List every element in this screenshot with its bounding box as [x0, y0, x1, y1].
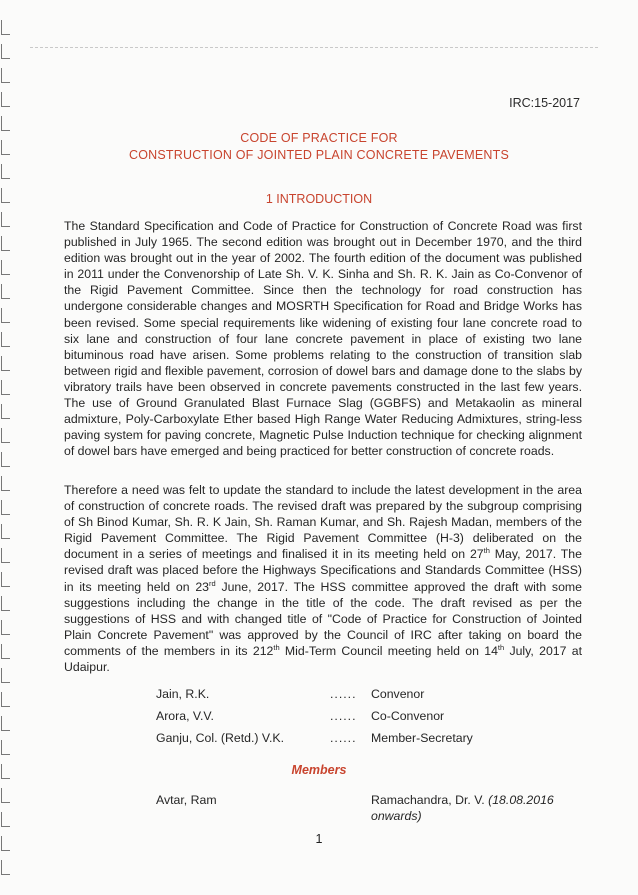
- introduction-paragraph-2: [64, 482, 582, 675]
- binding-mark: [1, 332, 10, 347]
- committee-role: Convenor: [371, 687, 425, 701]
- member-right-name: Ramachandra, Dr. V.: [371, 793, 485, 807]
- title-line-2: CONSTRUCTION OF JOINTED PLAIN CONCRETE PAVEMENTS: [129, 148, 509, 162]
- committee-dots: ......: [330, 687, 357, 701]
- binding-mark: [1, 44, 10, 59]
- title-line-1: CODE OF PRACTICE FOR: [240, 131, 398, 145]
- committee-name: Jain, R.K.: [156, 687, 210, 701]
- binding-mark: [1, 500, 10, 515]
- binding-mark: [1, 740, 10, 755]
- binding-mark: [1, 548, 10, 563]
- para2-text-a: Therefore a need was felt to update the standard to include the latest development in the area of construction of concrete roads. The revised draft was prepared by the subgroup comprising of Sh Binod Kumar, Sh. R. K Jain, Sh. Raman Kumar, and Sh. Rajesh Madan, members of the Rigid Pavement Committee. The Rigid Pavement Committee (H-3) deliberated on the document in a series of meetings and finalised it in its meeting held on 27: [64, 483, 582, 562]
- para2-text-b: May, 2017. The revised draft was placed before the Highways Specifications and Standards Committee (HSS) in its meeting held on 23: [64, 547, 582, 594]
- binding-mark: [1, 692, 10, 707]
- binding-mark: [1, 788, 10, 803]
- members-heading: Members: [291, 763, 347, 777]
- binding-mark: [1, 620, 10, 635]
- committee-name: Ganju, Col. (Retd.) V.K.: [156, 731, 285, 745]
- top-divider: [30, 47, 598, 48]
- introduction-paragraph-1: The Standard Specification and Code of Practice for Construction of Concrete Road was first published in July 1965. The second edition was brought out in December 1970, and the third edition was brought out in the year of 2002. The fourth edition of the document was published in 2011 under the Convenorship of Late Sh. V. K. Sinha and Sh. R. K. Jain as Co-Convenor of the Rigid Pavement Committee. Since then the technology for road construction has undergone considerable changes and MOSRTH Specification for Road and Bridge Works has been revised. Some special requirements like widening of existing four lane concrete road to six lane and construction of four lane concrete pavement in place of existing two lane bituminous road have arisen. Some problems relating to the construction of transition slab between rigid and flexible pavement, corrosion of dowel bars and damage done to the slabs by vibratory trails have been observed in concrete pavements constructed in the last few years. The use of Ground Granulated Blast Furnace Slag (GGBFS) and Metakaolin as mineral admixture, Poly-Carboxylate Ether based High Range Water Reducing Admixtures, string-less paving system for paving concrete, Magnetic Pulse Induction technique for checking alignment of dowel bars have emerged and being practiced for better construction of concrete roads.: [64, 219, 582, 459]
- binding-mark: [1, 380, 10, 395]
- binding-mark: [1, 260, 10, 275]
- binding-mark: [1, 716, 10, 731]
- binding-mark: [1, 812, 10, 827]
- binding-mark: [1, 68, 10, 83]
- binding-mark: [1, 596, 10, 611]
- binding-mark: [1, 116, 10, 131]
- binding-mark: [1, 452, 10, 467]
- section-heading: 1 INTRODUCTION: [265, 192, 373, 206]
- binding-mark: [1, 572, 10, 587]
- binding-mark: [1, 164, 10, 179]
- binding-mark: [1, 308, 10, 323]
- para2-text-d: Mid-Term Council meeting held on 14: [279, 643, 498, 658]
- document-code: IRC:15-2017: [509, 96, 580, 110]
- binding-mark: [1, 428, 10, 443]
- binding-mark: [1, 212, 10, 227]
- para2-sup-4: th: [497, 642, 505, 652]
- committee-dots: ......: [330, 731, 357, 745]
- para2-sup-1: th: [483, 546, 490, 556]
- binding-mark: [1, 860, 10, 875]
- para2-sup-2: rd: [209, 578, 216, 588]
- committee-role: Member-Secretary: [371, 731, 473, 745]
- binding-mark: [1, 524, 10, 539]
- para2-text-e: July, 2017 at Udaipur.: [64, 643, 582, 675]
- member-right-note-2: onwards): [371, 809, 422, 823]
- para2-text-c: June, 2017. The HSS committee approved the draft with some suggestions including the change in the title of the code. The draft revised as per the suggestions of HSS and with changed title of "Code of Practice for Construction of Jointed Plain Concrete Pavement" was approved by the Council of IRC after taking on board the comments of the members in its 212: [64, 579, 582, 658]
- binding-mark: [1, 356, 10, 371]
- binding-mark: [1, 404, 10, 419]
- member-right: [371, 793, 554, 807]
- binding-mark: [1, 668, 10, 683]
- committee-dots: ......: [330, 709, 357, 723]
- binding-mark: [1, 20, 10, 35]
- member-right-note-1: (18.08.2016: [488, 793, 554, 807]
- binding-mark: [1, 284, 10, 299]
- binding-mark: [1, 92, 10, 107]
- binding-mark: [1, 476, 10, 491]
- committee-role: Co-Convenor: [371, 709, 445, 723]
- member-left: Avtar, Ram: [156, 793, 217, 807]
- para2-sup-3: th: [273, 642, 280, 652]
- page-number: 1: [315, 832, 323, 846]
- binding-mark: [1, 236, 10, 251]
- committee-name: Arora, V.V.: [156, 709, 214, 723]
- binding-mark: [1, 644, 10, 659]
